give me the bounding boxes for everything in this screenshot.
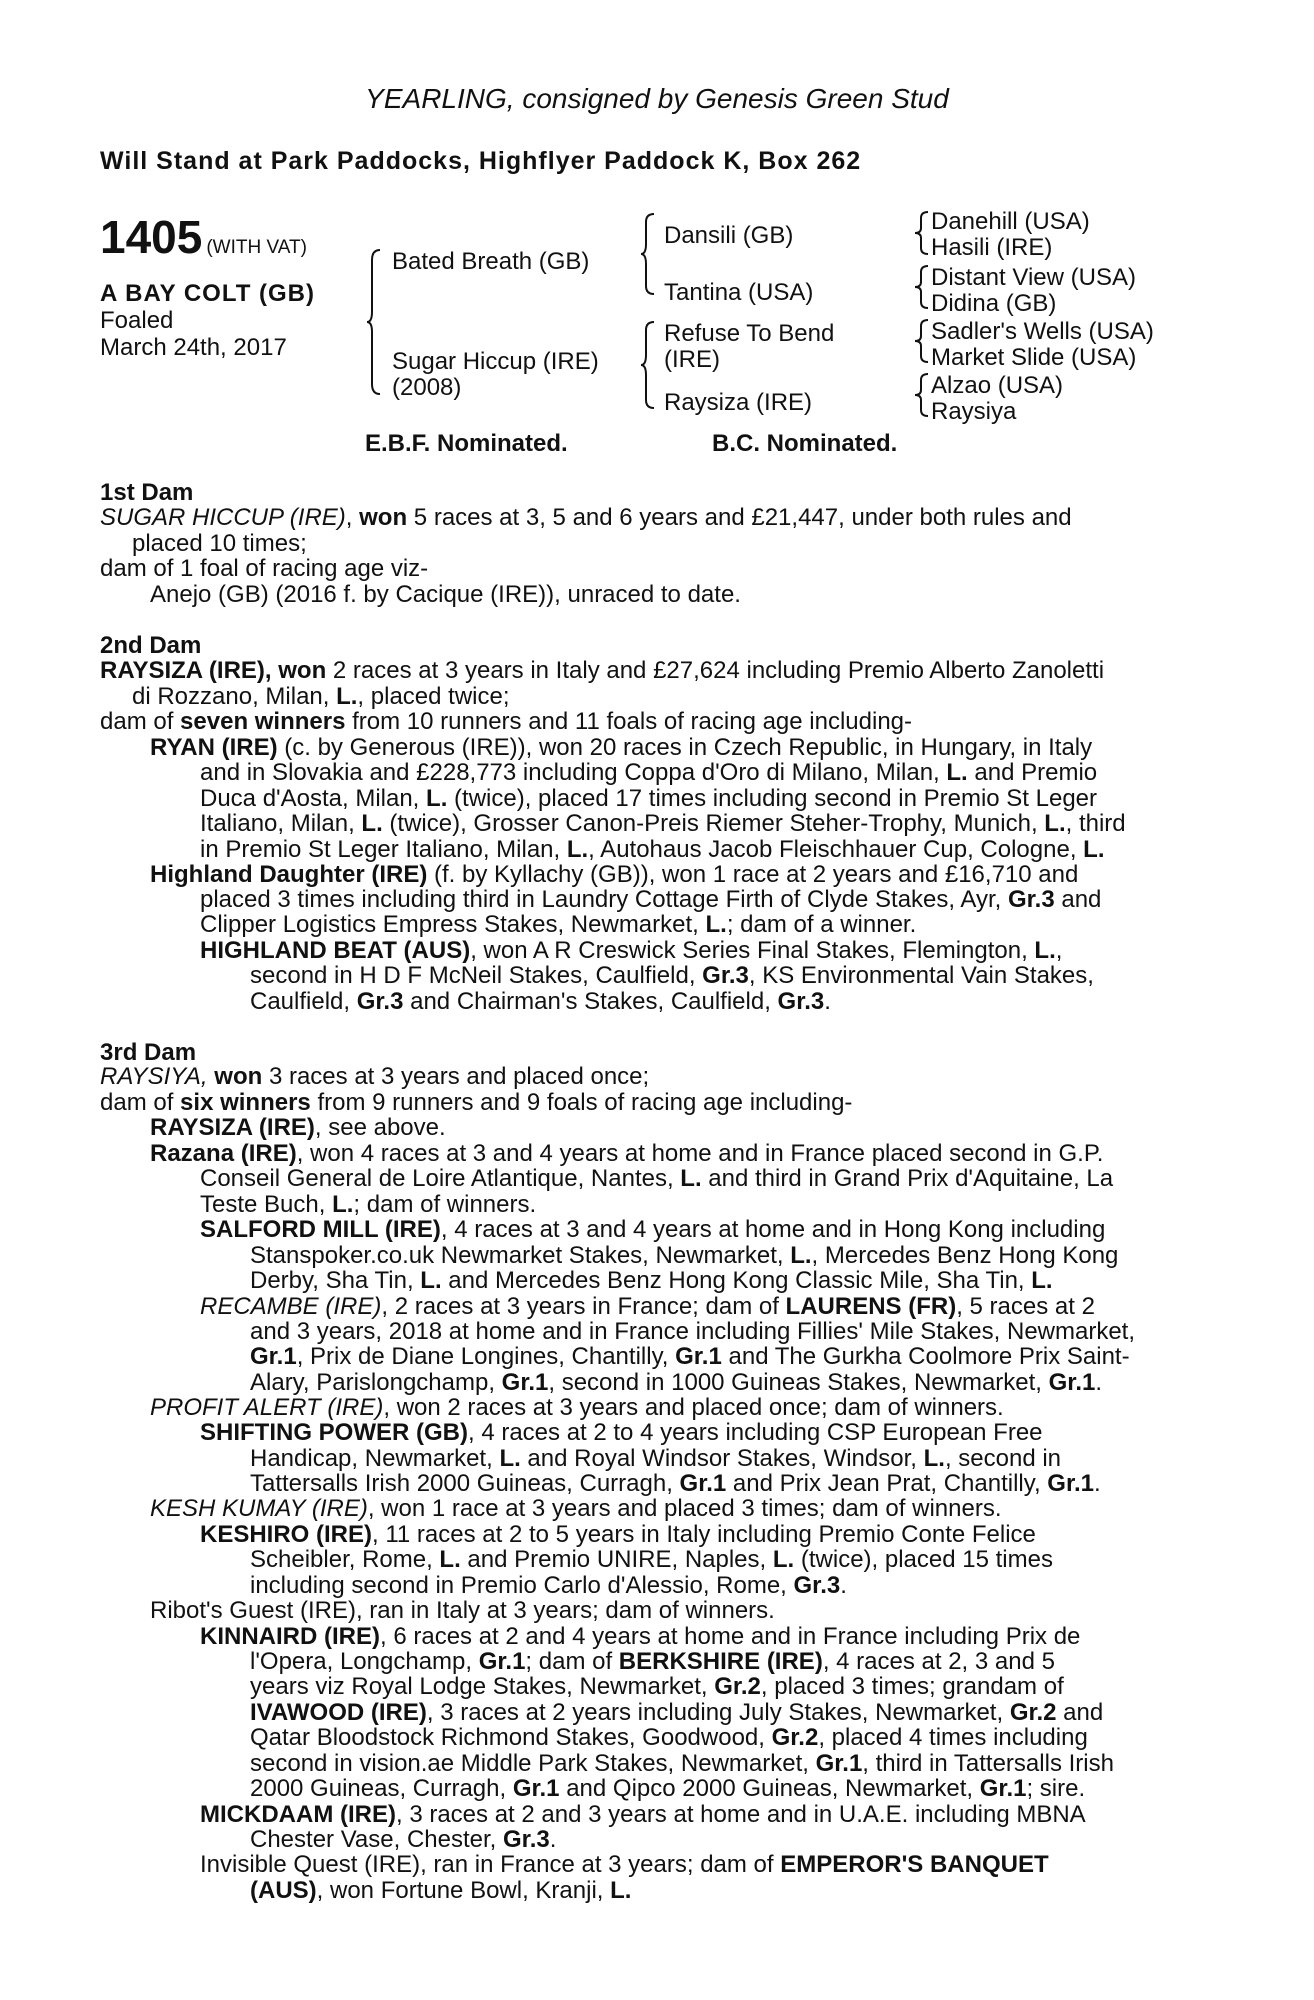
third-dam-line: second in vision.ae Middle Park Stakes, Newmarket, Gr.1, third in Tattersalls Irish — [250, 1750, 1114, 1777]
third-dam-line: Ribot's Guest (IRE), ran in Italy at 3 years; dam of winners. — [150, 1597, 775, 1624]
pedigree-sire-dam: Tantina (USA) — [664, 279, 814, 306]
third-dam-line: Alary, Parislongchamp, Gr.1, second in 1000 Guineas Stakes, Newmarket, Gr.1. — [250, 1369, 1103, 1396]
second-dam-line: RAYSIZA (IRE), won 2 races at 3 years in Italy and £27,624 including Premio Alberto Zanoletti — [100, 657, 1105, 684]
pedigree-dam-sire-country: (IRE) — [664, 346, 720, 373]
third-dam-line: Teste Buch, L.; dam of winners. — [200, 1191, 537, 1218]
second-dam-line: Highland Daughter (IRE) (f. by Kyllachy (GB)), won 1 race at 2 years and £16,710 and — [150, 861, 1079, 888]
pedigree-sire: Bated Breath (GB) — [392, 248, 590, 275]
third-dam-line: KESH KUMAY (IRE), won 1 race at 3 years and placed 3 times; dam of winners. — [150, 1495, 1002, 1522]
third-dam-line: SALFORD MILL (IRE), 4 races at 3 and 4 years at home and in Hong Kong including — [200, 1216, 1106, 1243]
second-dam-line: dam of seven winners from 10 runners and 11 foals of racing age including- — [100, 708, 913, 735]
third-dam-line: RECAMBE (IRE), 2 races at 3 years in France; dam of LAURENS (FR), 5 races at 2 — [200, 1293, 1095, 1320]
third-dam-line: Scheibler, Rome, L. and Premio UNIRE, Naples, L. (twice), placed 15 times — [250, 1546, 1053, 1573]
first-dam-line: placed 10 times; — [132, 530, 307, 557]
lot-name: A BAY COLT (GB) — [100, 280, 316, 307]
second-dam-line: HIGHLAND BEAT (AUS), won A R Creswick Series Final Stakes, Flemington, L., — [200, 937, 1063, 964]
foaled-date: March 24th, 2017 — [100, 334, 287, 361]
third-dam-line: l'Opera, Longchamp, Gr.1; dam of BERKSHIRE (IRE), 4 races at 2, 3 and 5 — [250, 1648, 1055, 1675]
third-dam-line: years viz Royal Lodge Stakes, Newmarket, Gr.2, placed 3 times; grandam of — [250, 1673, 1064, 1700]
pedigree-g3-5: Sadler's Wells (USA) — [931, 318, 1154, 345]
pedigree-g3-4: Didina (GB) — [931, 290, 1057, 317]
third-dam-line: 2000 Guineas, Curragh, Gr.1 and Qipco 2000 Guineas, Newmarket, Gr.1; sire. — [250, 1775, 1086, 1802]
third-dam-line: PROFIT ALERT (IRE), won 2 races at 3 years and placed once; dam of winners. — [150, 1394, 1004, 1421]
third-dam-line: Qatar Bloodstock Richmond Stakes, Goodwood, Gr.2, placed 4 times including — [250, 1724, 1088, 1751]
third-dam-line: RAYSIYA, won 3 races at 3 years and placed once; — [100, 1063, 650, 1090]
third-dam-line: including second in Premio Carlo d'Alessio, Rome, Gr.3. — [250, 1572, 847, 1599]
second-dam-line: Italiano, Milan, L. (twice), Grosser Canon-Preis Riemer Steher-Trophy, Munich, L., third — [200, 810, 1126, 837]
foaled-label: Foaled — [100, 307, 174, 334]
third-dam-line: KESHIRO (IRE), 11 races at 2 to 5 years in Italy including Premio Conte Felice — [200, 1521, 1036, 1548]
pedigree-g3-3: Distant View (USA) — [931, 264, 1136, 291]
second-dam-line: second in H D F McNeil Stakes, Caulfield, Gr.3, KS Environmental Vain Stakes, — [250, 962, 1094, 989]
second-dam-line: Clipper Logistics Empress Stakes, Newmarket, L.; dam of a winner. — [200, 911, 917, 938]
second-dam-line: Caulfield, Gr.3 and Chairman's Stakes, Caulfield, Gr.3. — [250, 988, 831, 1015]
pedigree-dam-year: (2008) — [392, 374, 462, 401]
pedigree-g3-2: Hasili (IRE) — [931, 234, 1053, 261]
pedigree-g3-8: Raysiya — [931, 398, 1017, 425]
second-dam-line: RYAN (IRE) (c. by Generous (IRE)), won 20 races in Czech Republic, in Hungary, in Italy — [150, 734, 1093, 761]
third-dam-line: (AUS), won Fortune Bowl, Kranji, L. — [250, 1877, 632, 1904]
second-dam-heading: 2nd Dam — [100, 632, 202, 659]
bc-nomination: B.C. Nominated. — [712, 430, 898, 457]
third-dam-line: Razana (IRE), won 4 races at 3 and 4 years at home and in France placed second in G.P. — [150, 1140, 1104, 1167]
pedigree-brace-g3c — [914, 318, 930, 364]
pedigree-g3-6: Market Slide (USA) — [931, 344, 1137, 371]
third-dam-line: Chester Vase, Chester, Gr.3. — [250, 1826, 557, 1853]
third-dam-line: Invisible Quest (IRE), ran in France at 3 years; dam of EMPEROR'S BANQUET — [200, 1851, 1049, 1878]
third-dam-line: RAYSIZA (IRE), see above. — [150, 1114, 446, 1141]
third-dam-line: Conseil General de Loire Atlantique, Nantes, L. and third in Grand Prix d'Aquitaine, La — [200, 1165, 1114, 1192]
third-dam-line: KINNAIRD (IRE), 6 races at 2 and 4 years at home and in France including Prix de — [200, 1623, 1081, 1650]
lot-number-block — [100, 210, 307, 264]
pedigree-g3-1: Danehill (USA) — [931, 208, 1090, 235]
pedigree-brace-g3d — [914, 372, 930, 418]
third-dam-line: Gr.1, Prix de Diane Longines, Chantilly, Gr.1 and The Gurkha Coolmore Prix Saint- — [250, 1343, 1130, 1370]
pedigree-dam-dam: Raysiza (IRE) — [664, 389, 813, 416]
third-dam-line: dam of six winners from 9 runners and 9 foals of racing age including- — [100, 1089, 853, 1116]
pedigree-dam: Sugar Hiccup (IRE) — [392, 348, 599, 375]
third-dam-heading: 3rd Dam — [100, 1039, 197, 1066]
third-dam-line: Derby, Sha Tin, L. and Mercedes Benz Hong Kong Classic Mile, Sha Tin, L. — [250, 1267, 1053, 1294]
second-dam-line: in Premio St Leger Italiano, Milan, L., Autohaus Jacob Fleischhauer Cup, Cologne, L. — [200, 836, 1105, 863]
second-dam-line: and in Slovakia and £228,773 including Coppa d'Oro di Milano, Milan, L. and Premio — [200, 759, 1098, 786]
ebf-nomination: E.B.F. Nominated. — [365, 430, 568, 457]
second-dam-line: placed 3 times including third in Laundry Cottage Firth of Clyde Stakes, Ayr, Gr.3 and — [200, 886, 1102, 913]
pedigree-brace-g3a — [914, 210, 930, 256]
second-dam-line: di Rozzano, Milan, L., placed twice; — [132, 683, 510, 710]
pedigree-brace-gen1 — [366, 248, 382, 396]
third-dam-line: SHIFTING POWER (GB), 4 races at 2 to 4 years including CSP European Free — [200, 1419, 1043, 1446]
first-dam-heading: 1st Dam — [100, 479, 194, 506]
third-dam-line: Handicap, Newmarket, L. and Royal Windsor Stakes, Windsor, L., second in — [250, 1445, 1062, 1472]
stabling-location: Will Stand at Park Paddocks, Highflyer Paddock K, Box 262 — [100, 147, 862, 175]
first-dam-line: dam of 1 foal of racing age viz- — [100, 555, 429, 582]
third-dam-line: Tattersalls Irish 2000 Guineas, Curragh, Gr.1 and Prix Jean Prat, Chantilly, Gr.1. — [250, 1470, 1101, 1497]
consignor-heading: YEARLING, consigned by Genesis Green Stud — [365, 83, 949, 114]
third-dam-line: MICKDAAM (IRE), 3 races at 2 and 3 years at home and in U.A.E. including MBNA — [200, 1801, 1086, 1828]
third-dam-line: IVAWOOD (IRE), 3 races at 2 years including July Stakes, Newmarket, Gr.2 and — [250, 1699, 1104, 1726]
third-dam-line: Stanspoker.co.uk Newmarket Stakes, Newmarket, L., Mercedes Benz Hong Kong — [250, 1242, 1119, 1269]
pedigree-g3-7: Alzao (USA) — [931, 372, 1064, 399]
vat-note: (WITH VAT) — [206, 237, 307, 258]
third-dam-line: and 3 years, 2018 at home and in France including Fillies' Mile Stakes, Newmarket, — [250, 1318, 1136, 1345]
pedigree-brace-dam — [640, 320, 656, 410]
pedigree-dam-sire: Refuse To Bend — [664, 320, 835, 347]
pedigree-sire-sire: Dansili (GB) — [664, 222, 794, 249]
pedigree-brace-sire — [640, 212, 656, 296]
first-dam-line: SUGAR HICCUP (IRE), won 5 races at 3, 5 and 6 years and £21,447, under both rules and — [100, 504, 1072, 531]
first-dam-line: Anejo (GB) (2016 f. by Cacique (IRE)), unraced to date. — [150, 581, 741, 608]
pedigree-brace-g3b — [914, 264, 930, 310]
second-dam-line: Duca d'Aosta, Milan, L. (twice), placed 17 times including second in Premio St Leger — [200, 785, 1098, 812]
lot-number: 1405 — [100, 211, 203, 263]
